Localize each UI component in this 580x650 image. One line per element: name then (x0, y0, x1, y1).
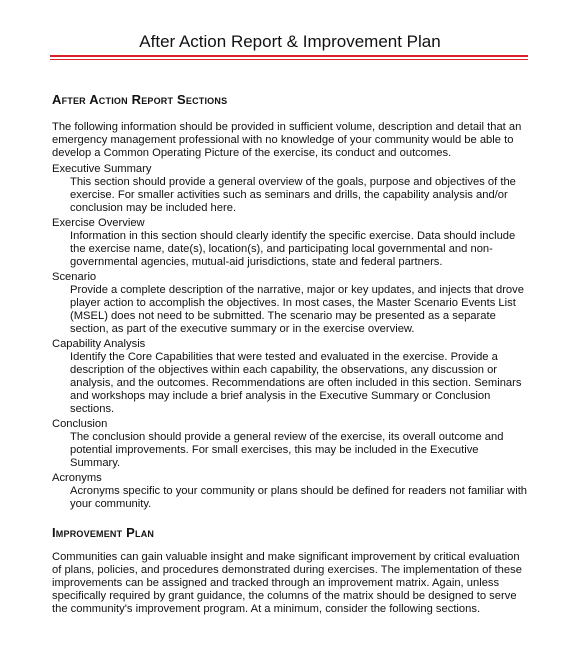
aar-item-exercise-overview (52, 216, 530, 269)
document-body (52, 92, 530, 616)
aar-item-description: Information in this section should clearly identify the specific exercise. Data should include the exercise name, date(s), location(s), and participating local governmental and non-governmental agencies, mutual-aid jurisdictions, state and federal partners. (70, 230, 516, 268)
aar-item-scenario (52, 270, 530, 336)
aar-item-description: Identify the Core Capabilities that were tested and evaluated in the exercise. Provide a description of the objectives within each capability, the observations, any discussion or analysis, and the outcomes. Recommendations are often included in this section. Seminars and workshops may include a brief analysis in the Executive Summary or Conclusion sections. (70, 351, 522, 415)
aar-item-term: Capability Analysis (52, 338, 146, 350)
improvement-plan-heading: Improvement Plan (52, 525, 155, 540)
aar-item-description: Provide a complete description of the narrative, major or key updates, and injects that drove player action to accomplish the objectives. In most cases, the Master Scenario Events List (MSEL) does not need to be submitted. The scenario may be presented as a separate section, as part of the executive summary or in the exercise overview. (70, 284, 524, 335)
document-title: After Action Report & Improvement Plan (139, 32, 441, 51)
aar-item-acronyms (52, 471, 530, 511)
title-rule-thin (50, 59, 528, 60)
aar-intro-paragraph: The following information should be provided in sufficient volume, description and detail that an emergency management professional with no knowledge of your community would be able to develop a Common Operating Picture of the exercise, its conduct and outcomes. (52, 121, 522, 159)
aar-item-term: Scenario (52, 271, 97, 283)
aar-item-term: Acronyms (52, 472, 102, 484)
aar-item-capability-analysis (52, 337, 530, 416)
aar-item-term: Exercise Overview (52, 217, 145, 229)
aar-item-description: This section should provide a general overview of the goals, purpose and objectives of the exercise. For smaller activities such as seminars and drills, the capability analysis and/or conclusion may be included here. (70, 176, 516, 214)
aar-item-term: Conclusion (52, 418, 108, 430)
improvement-plan-paragraph: Communities can gain valuable insight and make significant improvement by critical evaluation of plans, policies, and procedures demonstrated during exercises. The implementation of these improvements can be assigned and tracked through an improvement matrix. Again, unless specifically required by grant guidance, the columns of the matrix should be designed to serve the community's improvement program. At a minimum, consider the following sections. (52, 551, 522, 615)
title-rule-thick (50, 55, 528, 57)
aar-item-conclusion (52, 417, 530, 470)
aar-item-description: Acronyms specific to your community or plans should be defined for readers not familiar with your community. (70, 485, 528, 510)
aar-item-executive-summary (52, 162, 530, 215)
aar-sections-heading: After Action Report Sections (52, 92, 228, 107)
aar-item-term: Executive Summary (52, 163, 152, 175)
aar-item-description: The conclusion should provide a general review of the exercise, its overall outcome and potential improvements. For small exercises, this may be included in the Executive Summary. (70, 431, 504, 469)
